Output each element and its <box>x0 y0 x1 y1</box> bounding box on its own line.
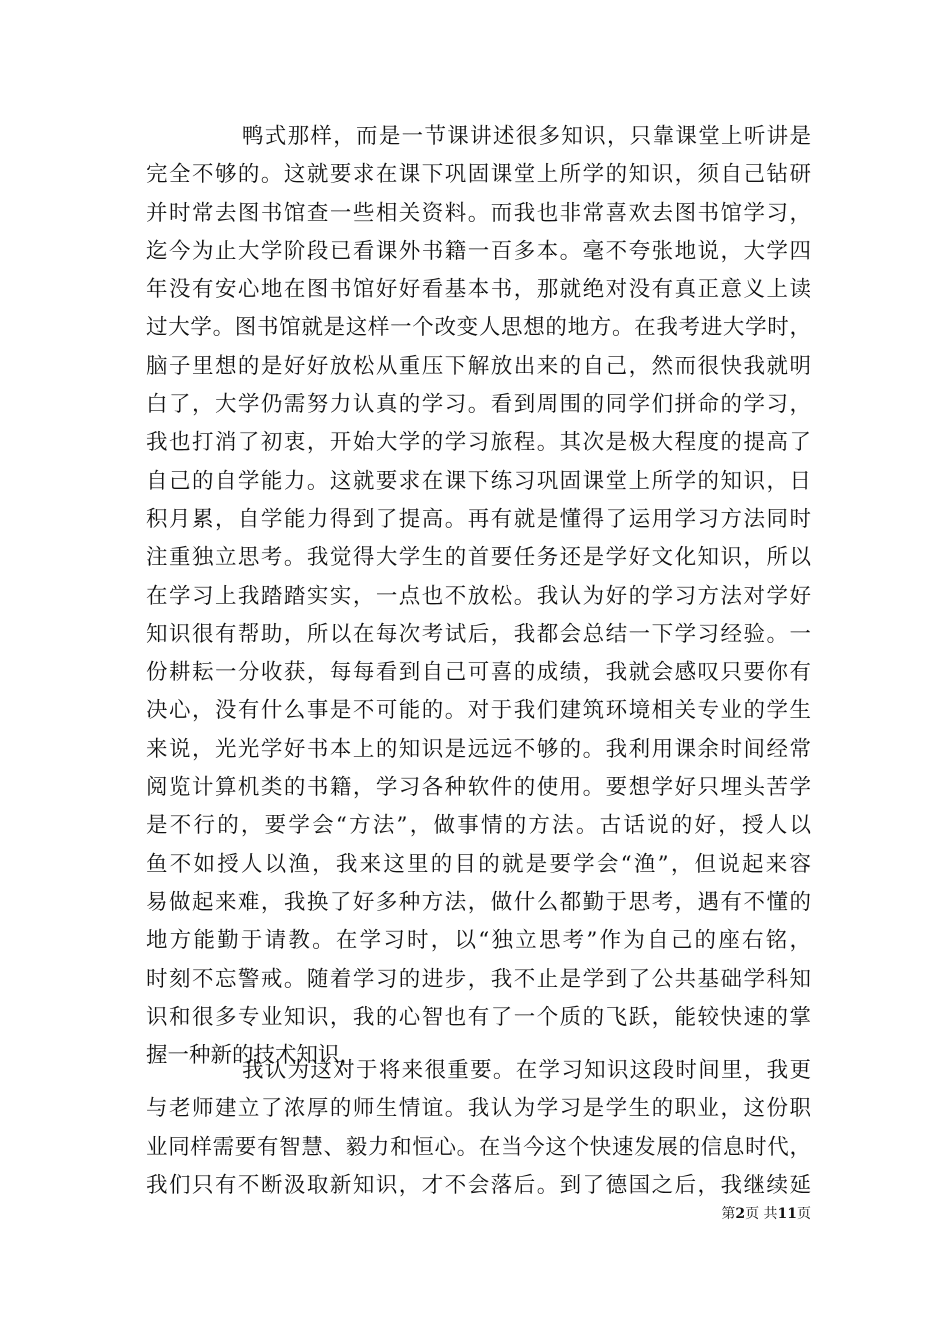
text-line: 我也打消了初衷，开始大学的学习旅程。其次是极大程度的提高了 <box>146 430 811 456</box>
footer-middle: 页 共 <box>745 1206 778 1222</box>
text-line: 握一种新的技术知识， <box>146 1043 362 1069</box>
text-line: 白了，大学仍需努力认真的学习。看到周围的同学们拼命的学习， <box>146 392 811 418</box>
text-line: 与老师建立了浓厚的师生情谊。我认为学习是学生的职业，这份职 <box>146 1096 811 1122</box>
text-line: 注重独立思考。我觉得大学生的首要任务还是学好文化知识，所以 <box>146 545 811 571</box>
text-line: 决心，没有什么事是不可能的。对于我们建筑环境相关专业的学生 <box>146 698 811 724</box>
current-page-number: 2 <box>735 1206 746 1222</box>
text-line: 阅览计算机类的书籍，学习各种软件的使用。要想学好只埋头苦学 <box>146 775 811 801</box>
text-line: 脑子里想的是好好放松从重压下解放出来的自己，然而很快我就明 <box>146 353 811 379</box>
total-page-count: 11 <box>777 1206 797 1222</box>
footer-prefix: 第 <box>721 1206 736 1222</box>
paragraph-2 <box>146 1052 811 1205</box>
text-line: 鱼不如授人以渔，我来这里的目的就是要学会“渔”，但说起来容 <box>146 851 811 877</box>
text-line: 鸭式那样，而是一节课讲述很多知识，只靠课堂上听讲是 <box>242 124 811 149</box>
text-line: 来说，光光学好书本上的知识是远远不够的。我利用课余时间经常 <box>146 736 811 762</box>
text-line: 我们只有不断汲取新知识，才不会落后。到了德国之后，我继续延 <box>146 1172 811 1198</box>
text-line: 年没有安心地在图书馆好好看基本书，那就绝对没有真正意义上读 <box>146 277 811 303</box>
text-line: 积月累，自学能力得到了提高。再有就是懂得了运用学习方法同时 <box>146 506 811 532</box>
footer-suffix: 页 <box>797 1206 811 1222</box>
page-footer <box>700 1205 811 1223</box>
text-line: 在学习上我踏踏实实，一点也不放松。我认为好的学习方法对学好 <box>146 583 811 609</box>
text-line: 并时常去图书馆查一些相关资料。而我也非常喜欢去图书馆学习， <box>146 200 811 226</box>
text-line: 份耕耘一分收获，每每看到自己可喜的成绩，我就会感叹只要你有 <box>146 660 811 686</box>
text-line: 自己的自学能力。这就要求在课下练习巩固课堂上所学的知识，日 <box>146 468 811 494</box>
text-line: 过大学。图书馆就是这样一个改变人思想的地方。在我考进大学时， <box>146 315 811 341</box>
text-line: 时刻不忘警戒。随着学习的进步，我不止是学到了公共基础学科知 <box>146 966 811 992</box>
text-line: 易做起来难，我换了好多种方法，做什么都勤于思考，遇有不懂的 <box>146 889 811 915</box>
text-line: 是不行的，要学会“方法”，做事情的方法。古话说的好，授人以 <box>146 813 811 839</box>
text-line: 知识很有帮助，所以在每次考试后，我都会总结一下学习经验。一 <box>146 621 811 647</box>
text-line: 完全不够的。这就要求在课下巩固课堂上所学的知识，须自己钻研 <box>146 162 811 188</box>
text-line: 识和很多专业知识，我的心智也有了一个质的飞跃，能较快速的掌 <box>146 1004 811 1030</box>
text-line: 地方能勤于请教。在学习时，以“独立思考”作为自己的座右铭， <box>146 928 811 954</box>
paragraph-1 <box>146 118 811 1075</box>
text-line: 迄今为止大学阶段已看课外书籍一百多本。毫不夸张地说，大学四 <box>146 238 811 264</box>
text-line: 业同样需要有智慧、毅力和恒心。在当今这个快速发展的信息时代， <box>146 1134 811 1160</box>
text-line: 我认为这对于将来很重要。在学习知识这段时间里，我更 <box>242 1058 811 1083</box>
